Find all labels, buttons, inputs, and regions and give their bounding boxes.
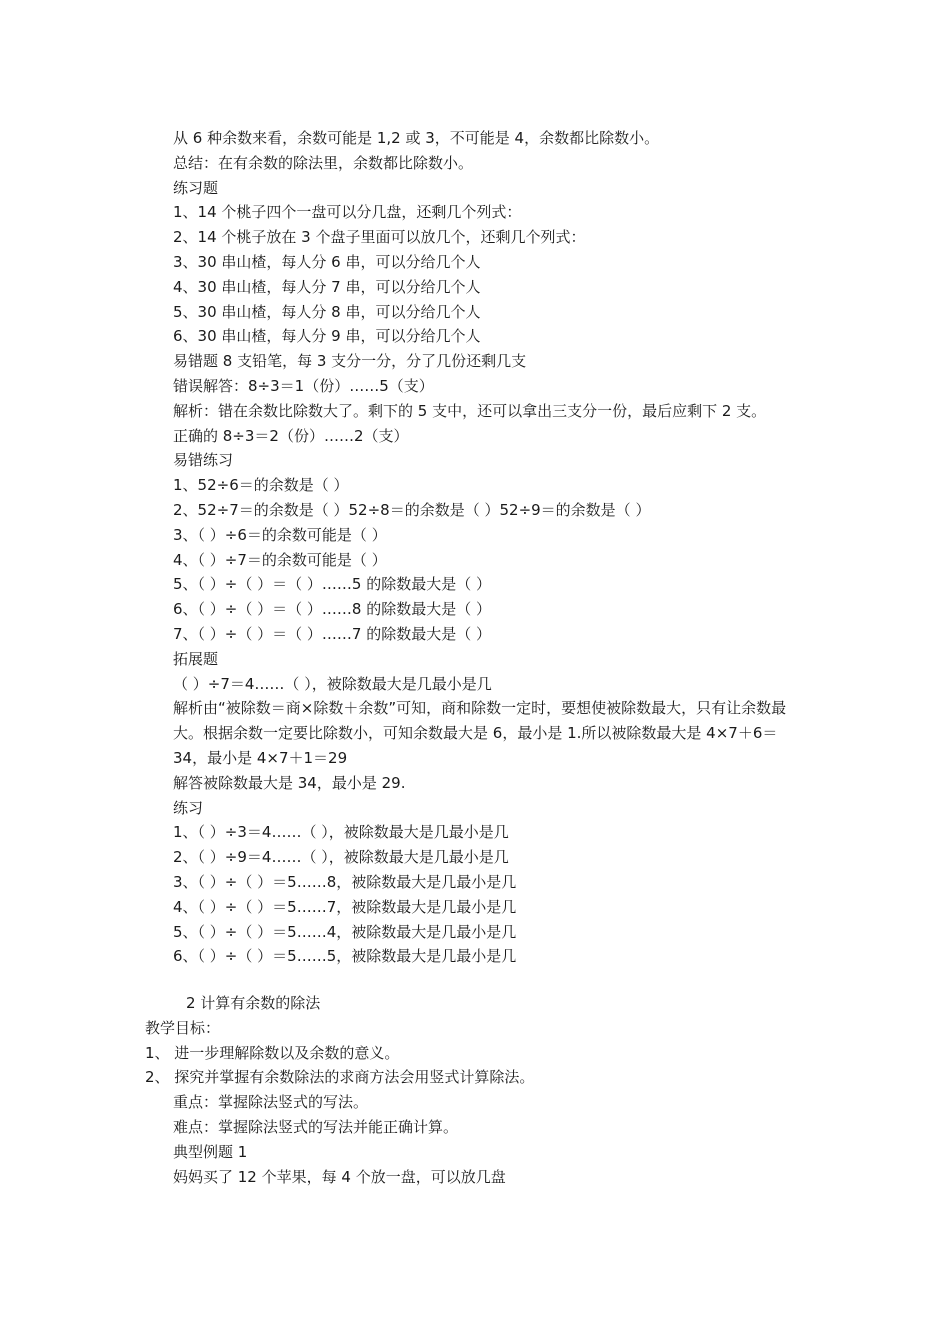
practice-item: 3、（ ）÷（ ）＝5……8，被除数最大是几最小是几 <box>173 872 517 891</box>
practice-item: 4、（ ）÷（ ）＝5……7，被除数最大是几最小是几 <box>173 897 517 916</box>
section-gap <box>0 969 950 991</box>
practice-item: 2、52÷7＝的余数是（ ）52÷8＝的余数是（ ）52÷9＝的余数是（ ） <box>173 500 651 519</box>
practice-item: 1、52÷6＝的余数是（ ） <box>173 476 349 495</box>
chapter-title: 2 计算有余数的除法 <box>186 994 321 1013</box>
exercise-item: 4、30 串山楂，每人分 7 串，可以分给几个人 <box>173 277 481 296</box>
practice-item: 2、（ ）÷9＝4……（ ），被除数最大是几最小是几 <box>173 848 509 867</box>
practice-item: 6、（ ）÷（ ）＝5……5，被除数最大是几最小是几 <box>173 947 517 966</box>
practice-item: 7、（ ）÷（ ）＝（ ）……7 的除数最大是（ ） <box>173 624 491 643</box>
goal-item: 2、 探究并掌握有余数除法的求商方法会用竖式计算除法。 <box>145 1068 535 1087</box>
practice-item: 3、（ ）÷6＝的余数可能是（ ） <box>173 525 387 544</box>
document-page <box>0 126 950 1189</box>
exercise-item: 5、30 串山楂，每人分 8 串，可以分给几个人 <box>173 302 481 321</box>
goal-item: 1、 进一步理解除数以及余数的意义。 <box>145 1043 400 1062</box>
text-line: 从 6 种余数来看，余数可能是 1,2 或 3，不可能是 4，余数都比除数小。 <box>173 129 660 147</box>
exercise-item: 1、14 个桃子四个一盘可以分几盘，还剩几个列式： <box>173 203 522 222</box>
practice-item: 6、（ ）÷（ ）＝（ ）……8 的除数最大是（ ） <box>173 600 491 619</box>
exercise-heading: 练习题 <box>173 178 219 197</box>
extension-heading: 拓展题 <box>173 649 219 668</box>
analysis-paragraph: 解析：错在余数比除数大了。剩下的 5 支中，还可以拿出三支分一份，最后应剩下 2 支。 <box>173 401 767 420</box>
wrong-answer: 错误解答：8÷3＝1（份）……5（支） <box>173 376 434 395</box>
practice-item: 5、（ ）÷（ ）＝5……4，被除数最大是几最小是几 <box>173 922 517 941</box>
error-practice-heading: 易错练习 <box>173 451 234 470</box>
exercise-item: 3、30 串山楂，每人分 6 串，可以分给几个人 <box>173 252 481 271</box>
difficulty-point: 难点：掌握除法竖式的写法并能正确计算。 <box>173 1118 459 1137</box>
practice-item: 1、（ ）÷3＝4……（ ），被除数最大是几最小是几 <box>173 823 509 842</box>
example-heading: 典型例题 1 <box>173 1142 248 1161</box>
analysis-paragraph: 解析由“被除数＝商×除数＋余数”可知，商和除数一定时，要想使被除数最大，只有让余数最大。根据余数一定要比除数小，可知余数最大是 6，最小是 1.所以被除数最大是 4×7＋6＝34，最小是 4×7＋1＝29 <box>173 699 787 767</box>
practice-heading: 练习 <box>173 798 204 817</box>
error-prone-question: 易错题 8 支铅笔，每 3 支分一分，分了几份还剩几支 <box>173 352 527 371</box>
practice-item: 4、（ ）÷7＝的余数可能是（ ） <box>173 550 387 569</box>
exercise-item: 6、30 串山楂，每人分 9 串，可以分给几个人 <box>173 327 481 346</box>
extension-question: （ ）÷7＝4……（ ），被除数最大是几最小是几 <box>173 674 492 693</box>
summary-line: 总结：在有余数的除法里，余数都比除数小。 <box>173 153 474 172</box>
exercise-item: 2、14 个桃子放在 3 个盘子里面可以放几个，还剩几个列式： <box>173 228 586 247</box>
correct-answer: 正确的 8÷3＝2（份）……2（支） <box>173 426 409 445</box>
goal-heading: 教学目标： <box>145 1018 221 1037</box>
example-text: 妈妈买了 12 个苹果，每 4 个放一盘，可以放几盘 <box>173 1167 506 1186</box>
practice-item: 5、（ ）÷（ ）＝（ ）……5 的除数最大是（ ） <box>173 575 491 594</box>
key-point: 重点：掌握除法竖式的写法。 <box>173 1093 369 1112</box>
answer-line: 解答被除数最大是 34，最小是 29. <box>173 773 406 792</box>
